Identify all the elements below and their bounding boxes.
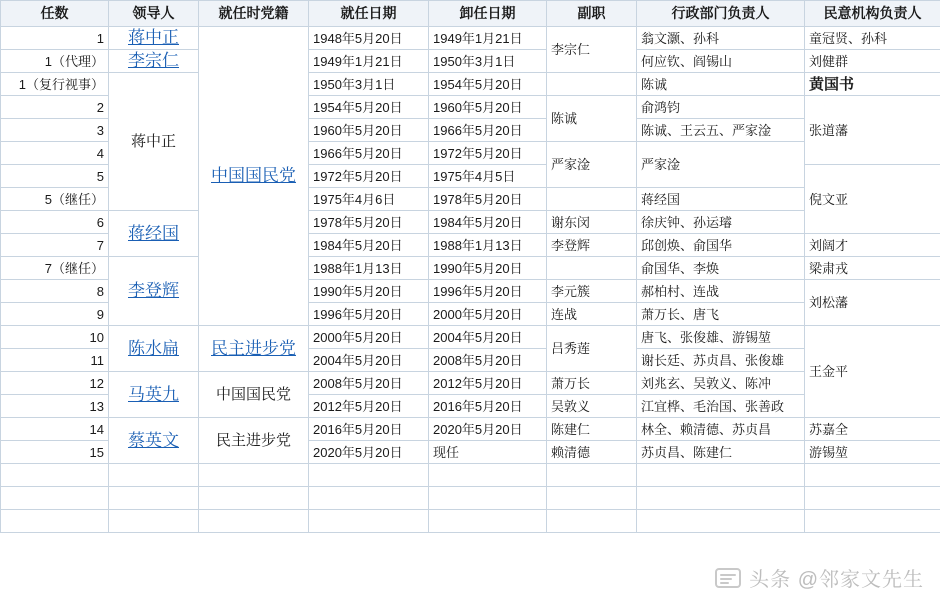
cell-end-date: 2016年5月20日 xyxy=(429,395,547,418)
cell-exec: 萧万长、唐飞 xyxy=(637,303,805,326)
cell-start-date: 1960年5月20日 xyxy=(309,119,429,142)
column-header-exec[interactable]: 行政部门负责人 xyxy=(637,1,805,27)
cell-exec: 何应钦、阎锡山 xyxy=(637,50,805,73)
cell-start-date: 1984年5月20日 xyxy=(309,234,429,257)
cell-end-date: 1996年5月20日 xyxy=(429,280,547,303)
cell-start-date: 1990年5月20日 xyxy=(309,280,429,303)
cell-leader xyxy=(109,326,199,372)
cell-legis: 倪文亚 xyxy=(805,165,940,234)
cell-end-date: 1978年5月20日 xyxy=(429,188,547,211)
cell-end-date: 2004年5月20日 xyxy=(429,326,547,349)
cell-exec: 刘兆玄、吴敦义、陈冲 xyxy=(637,372,805,395)
column-header-leader[interactable]: 领导人 xyxy=(109,1,199,27)
cell-legis: 梁肃戎 xyxy=(805,257,940,280)
table-row-empty xyxy=(1,464,940,487)
cell-empty xyxy=(805,464,940,487)
cell-leader xyxy=(109,73,199,211)
cell-term: 4 xyxy=(1,142,109,165)
leader-link[interactable]: 马英九 xyxy=(128,384,179,404)
cell-end-date: 1949年1月21日 xyxy=(429,27,547,50)
cell-term: 12 xyxy=(1,372,109,395)
cell-end-date: 1950年3月1日 xyxy=(429,50,547,73)
party-link[interactable]: 中国国民党 xyxy=(211,166,296,185)
cell-exec: 郝柏村、连战 xyxy=(637,280,805,303)
column-header-term[interactable]: 任数 xyxy=(1,1,109,27)
cell-empty xyxy=(805,487,940,510)
cell-exec: 苏贞昌、陈建仁 xyxy=(637,441,805,464)
cell-empty xyxy=(1,510,109,533)
column-header-party[interactable]: 就任时党籍 xyxy=(199,1,309,27)
cell-vice: 陈建仁 xyxy=(547,418,637,441)
cell-end-date: 2012年5月20日 xyxy=(429,372,547,395)
cell-start-date: 2004年5月20日 xyxy=(309,349,429,372)
cell-legis: 张道藩 xyxy=(805,96,940,165)
cell-vice: 陈诚 xyxy=(547,96,637,142)
cell-empty xyxy=(547,487,637,510)
cell-end-date: 1954年5月20日 xyxy=(429,73,547,96)
cell-start-date: 1996年5月20日 xyxy=(309,303,429,326)
cell-start-date: 1966年5月20日 xyxy=(309,142,429,165)
cell-vice: 赖清德 xyxy=(547,441,637,464)
cell-start-date: 2012年5月20日 xyxy=(309,395,429,418)
cell-leader xyxy=(109,372,199,418)
cell-term: 10 xyxy=(1,326,109,349)
leader-link[interactable]: 蒋中正 xyxy=(128,28,179,47)
cell-start-date: 1949年1月21日 xyxy=(309,50,429,73)
leader-link[interactable]: 李宗仁 xyxy=(128,51,179,70)
cell-term: 6 xyxy=(1,211,109,234)
table-row xyxy=(1,73,940,96)
leader-name: 蒋中正 xyxy=(130,133,176,150)
cell-exec: 江宜桦、毛治国、张善政 xyxy=(637,395,805,418)
cell-legis xyxy=(805,73,940,96)
cell-leader xyxy=(109,50,199,73)
cell-end-date: 1988年1月13日 xyxy=(429,234,547,257)
table-header xyxy=(1,1,940,27)
cell-term: 1（复行视事） xyxy=(1,73,109,96)
cell-party xyxy=(199,27,309,326)
column-header-end[interactable]: 卸任日期 xyxy=(429,1,547,27)
cell-start-date: 2000年5月20日 xyxy=(309,326,429,349)
cell-term: 15 xyxy=(1,441,109,464)
cell-legis: 刘阔才 xyxy=(805,234,940,257)
cell-vice: 谢东闵 xyxy=(547,211,637,234)
cell-legis: 王金平 xyxy=(805,326,940,418)
cell-legis: 刘松藩 xyxy=(805,280,940,326)
cell-end-date: 1960年5月20日 xyxy=(429,96,547,119)
party-name: 中国国民党 xyxy=(215,386,291,403)
cell-vice: 李宗仁 xyxy=(547,27,637,73)
column-header-vice[interactable]: 副职 xyxy=(547,1,637,27)
cell-empty xyxy=(109,510,199,533)
cell-empty xyxy=(199,487,309,510)
cell-leader xyxy=(109,257,199,326)
cell-exec: 徐庆钟、孙运璿 xyxy=(637,211,805,234)
table-header-row xyxy=(1,1,940,27)
cell-start-date: 2020年5月20日 xyxy=(309,441,429,464)
cell-end-date: 2000年5月20日 xyxy=(429,303,547,326)
cell-term: 5（继任） xyxy=(1,188,109,211)
cell-empty xyxy=(199,510,309,533)
cell-empty xyxy=(309,510,429,533)
cell-legis: 童冠贤、孙科 xyxy=(805,27,940,50)
leader-link[interactable]: 蔡英文 xyxy=(128,430,179,450)
table-body xyxy=(1,27,940,533)
cell-empty xyxy=(547,464,637,487)
table-row xyxy=(1,257,940,280)
cell-party xyxy=(199,326,309,372)
cell-end-date: 1966年5月20日 xyxy=(429,119,547,142)
cell-term: 11 xyxy=(1,349,109,372)
cell-start-date: 2008年5月20日 xyxy=(309,372,429,395)
cell-exec: 陈诚、王云五、严家淦 xyxy=(637,119,805,142)
table-row xyxy=(1,27,940,50)
cell-empty xyxy=(109,487,199,510)
cell-vice: 连战 xyxy=(547,303,637,326)
leader-link[interactable]: 蒋经国 xyxy=(128,223,179,243)
cell-empty xyxy=(309,464,429,487)
cell-leader xyxy=(109,211,199,257)
cell-leader xyxy=(109,27,199,50)
cell-vice: 吴敦义 xyxy=(547,395,637,418)
cell-end-date: 1975年4月5日 xyxy=(429,165,547,188)
cell-exec: 翁文灏、孙科 xyxy=(637,27,805,50)
cell-empty xyxy=(637,510,805,533)
cell-term: 1（代理） xyxy=(1,50,109,73)
cell-term: 8 xyxy=(1,280,109,303)
cell-legis: 游锡堃 xyxy=(805,441,940,464)
cell-term: 7（继任） xyxy=(1,257,109,280)
table-row-empty xyxy=(1,487,940,510)
table-row xyxy=(1,372,940,395)
cell-vice: 李元簇 xyxy=(547,280,637,303)
cell-empty xyxy=(1,487,109,510)
cell-empty xyxy=(805,510,940,533)
party-link[interactable]: 民主进步党 xyxy=(211,338,296,358)
watermark-text: 头条 @邻家文先生 xyxy=(749,569,924,591)
cell-empty xyxy=(429,487,547,510)
table-row xyxy=(1,418,940,441)
cell-end-date: 1984年5月20日 xyxy=(429,211,547,234)
cell-exec: 俞鸿钧 xyxy=(637,96,805,119)
cell-term: 9 xyxy=(1,303,109,326)
cell-end-date: 1990年5月20日 xyxy=(429,257,547,280)
cell-empty xyxy=(429,464,547,487)
cell-exec: 林全、赖清德、苏贞昌 xyxy=(637,418,805,441)
cell-exec: 严家淦 xyxy=(637,142,805,188)
cell-exec: 邱创焕、俞国华 xyxy=(637,234,805,257)
party-name: 民主进步党 xyxy=(215,432,291,449)
table-row-empty xyxy=(1,510,940,533)
watermark xyxy=(715,563,924,592)
cell-empty xyxy=(637,487,805,510)
leader-link[interactable]: 李登辉 xyxy=(128,281,179,300)
cell-empty xyxy=(637,464,805,487)
cell-party xyxy=(199,418,309,464)
table-row xyxy=(1,50,940,73)
cell-start-date: 1950年3月1日 xyxy=(309,73,429,96)
cell-empty xyxy=(429,510,547,533)
cell-exec: 俞国华、李焕 xyxy=(637,257,805,280)
cell-start-date: 1972年5月20日 xyxy=(309,165,429,188)
cell-start-date: 1954年5月20日 xyxy=(309,96,429,119)
cell-vice xyxy=(547,257,637,280)
cell-leader xyxy=(109,418,199,464)
cell-empty xyxy=(547,510,637,533)
cell-start-date: 1975年4月6日 xyxy=(309,188,429,211)
cell-start-date: 1978年5月20日 xyxy=(309,211,429,234)
cell-term: 7 xyxy=(1,234,109,257)
cell-term: 14 xyxy=(1,418,109,441)
cell-legis: 刘健群 xyxy=(805,50,940,73)
column-header-legis[interactable]: 民意机构负责人 xyxy=(805,1,940,27)
cell-start-date: 1948年5月20日 xyxy=(309,27,429,50)
table-row xyxy=(1,211,940,234)
cell-empty xyxy=(309,487,429,510)
cell-vice: 吕秀莲 xyxy=(547,326,637,372)
cell-term: 13 xyxy=(1,395,109,418)
cell-party xyxy=(199,372,309,418)
cell-vice: 萧万长 xyxy=(547,372,637,395)
toutiao-logo-icon xyxy=(715,565,741,591)
cell-end-date: 1972年5月20日 xyxy=(429,142,547,165)
cell-end-date: 2008年5月20日 xyxy=(429,349,547,372)
cell-start-date: 1988年1月13日 xyxy=(309,257,429,280)
cell-term: 2 xyxy=(1,96,109,119)
cell-term: 1 xyxy=(1,27,109,50)
cell-exec: 唐飞、张俊雄、游锡堃 xyxy=(637,326,805,349)
leader-link[interactable]: 陈水扁 xyxy=(128,338,179,358)
cell-exec: 陈诚 xyxy=(637,73,805,96)
cell-empty xyxy=(199,464,309,487)
column-header-start[interactable]: 就任日期 xyxy=(309,1,429,27)
cell-start-date: 2016年5月20日 xyxy=(309,418,429,441)
cell-end-date: 2020年5月20日 xyxy=(429,418,547,441)
cell-vice: 严家淦 xyxy=(547,142,637,188)
cell-legis: 苏嘉全 xyxy=(805,418,940,441)
cell-exec: 蒋经国 xyxy=(637,188,805,211)
cell-exec: 谢长廷、苏贞昌、张俊雄 xyxy=(637,349,805,372)
cell-term: 3 xyxy=(1,119,109,142)
cell-vice xyxy=(547,188,637,211)
cell-vice xyxy=(547,73,637,96)
cell-empty xyxy=(1,464,109,487)
legis-name: 黄国书 xyxy=(809,75,855,93)
cell-end-date: 现任 xyxy=(429,441,547,464)
table-row xyxy=(1,326,940,349)
cell-empty xyxy=(109,464,199,487)
cell-vice: 李登辉 xyxy=(547,234,637,257)
cell-term: 5 xyxy=(1,165,109,188)
